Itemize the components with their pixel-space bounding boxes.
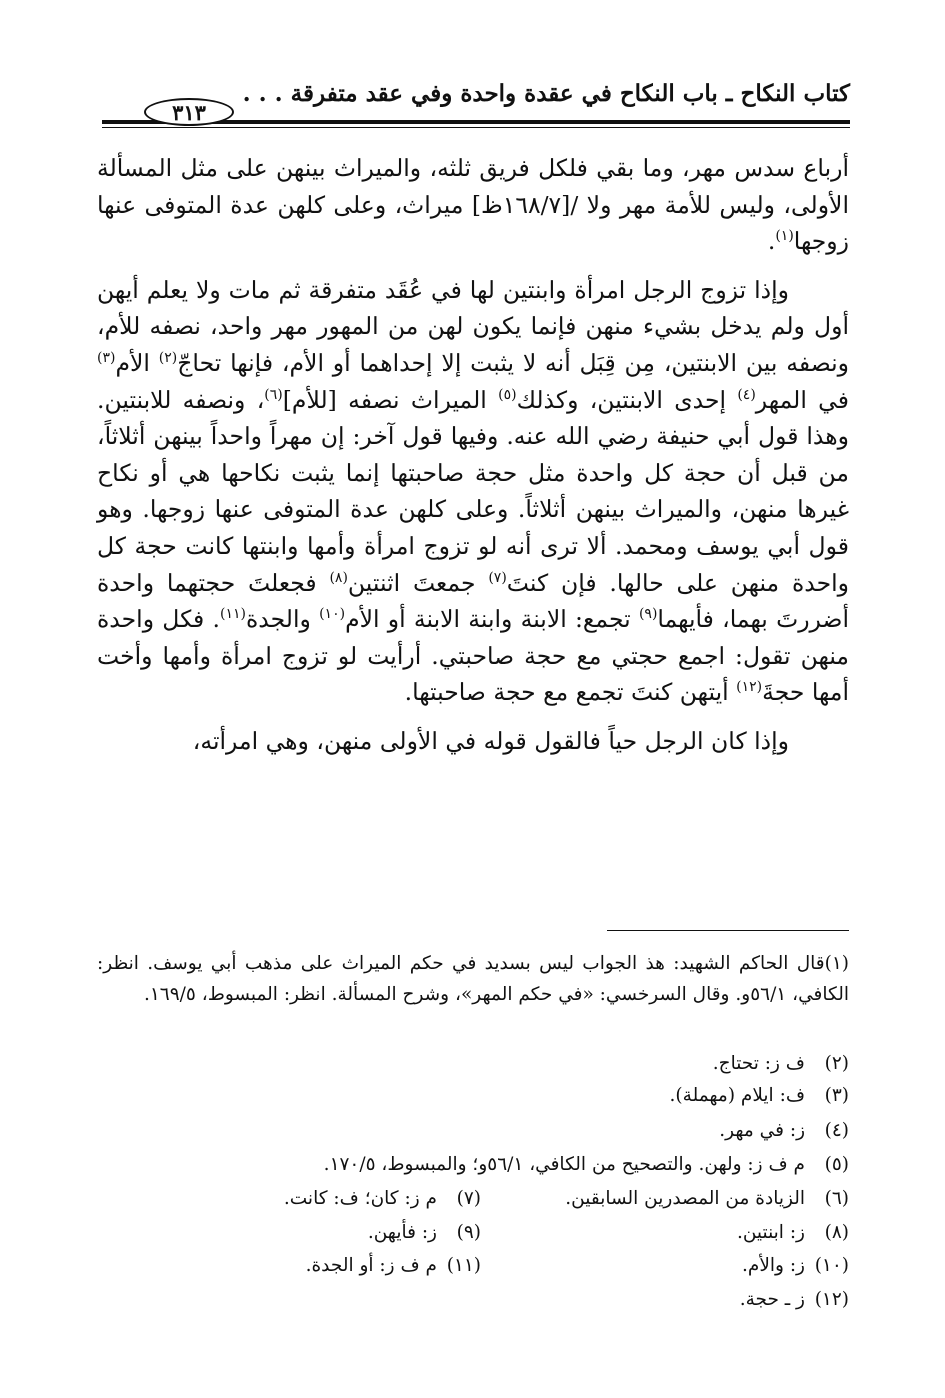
- footnote-text: ف: ايلام (مهملة).: [669, 1085, 805, 1106]
- footnote-ref-8[interactable]: (٨): [329, 569, 348, 586]
- footnote-text: ز: فأيهن.: [367, 1222, 437, 1243]
- footnote-11: [306, 1250, 481, 1281]
- footnote-text: ز: في مهر.: [719, 1120, 805, 1141]
- paragraph-3: وإذا كان الرجل حياً فالقول قوله في الأولى منهن، وهي امرأته،: [192, 726, 789, 755]
- footnote-ref-4[interactable]: (٤): [737, 386, 756, 403]
- text-run: فجعلتَ حجتهما واحدة أضررتَ بهما، فأيهما: [97, 568, 849, 634]
- footnote-3: [670, 1080, 849, 1111]
- footnote-number: (١٠): [814, 1255, 849, 1276]
- footnote-8: [737, 1217, 849, 1248]
- text-run: إحدى الابنتين، وكذلك: [516, 385, 738, 414]
- footnote-text: الزيادة من المصدرين السابقين.: [565, 1188, 805, 1209]
- footnote-ref-3[interactable]: (٣): [97, 350, 116, 367]
- text-run: وإذا تزوج الرجل امرأة وابنتين لها في عُقَد متفرقة ثم مات ولا يعلم أيهن أول ولم يدخل بشيء منهن فإنما يكون لهن من المهور مهر واحد، نصفه للأم، ونصفه بين الابنتين، مِن قِبَل أنه لا يثبت إلا إحداهما أو الأم، فإنها تحاجّ: [97, 275, 849, 377]
- text-run: والجدة: [245, 605, 320, 634]
- footnote-ref-12[interactable]: (١٢): [736, 679, 763, 696]
- footnote-number: (٤): [824, 1120, 849, 1141]
- text-run: ، ونصفه للابنتين. وهذا قول أبي حنيفة رضي الله عنه. وفيها قول آخر: إن مهراً واحداً بينهن أثلاثاً، من قبل أن حجة كل واحدة مثل حجة صاحبتها إنما يثبت نكاحها هي أو نكاح غيرها منهن، والميراث بينهن أثلاثاً. وعلى كلهن عدة المتوفى عنها زوجها. وهو قول أبي يوسف ومحمد. ألا ترى أنه لو تزوج امرأة وأمها وابنتها كانت حجة كل واحدة منهن على حالها. فإن كنتَ: [97, 385, 849, 597]
- text-run: أرباع سدس مهر، وما بقي فلكل فريق ثلثه، والميراث بينهن على مثل المسألة الأولى، وليس للأمة مهر ولا /[١٦٨/٧ظ] ميراث، وعلى كلهن عدة المتوفى عنها زوجها: [97, 154, 849, 256]
- footnote-ref-5[interactable]: (٥): [498, 386, 517, 403]
- paragraph-1: [97, 150, 849, 260]
- footnote-text: م ف ز: ولهن. والتصحيح من الكافي، ٥٦/١و؛ والمبسوط، ١٧٠/٥.: [323, 1154, 805, 1175]
- footnote-number: (٥): [824, 1154, 849, 1175]
- footnote-separator: [607, 930, 849, 931]
- footnote-number: (٩): [456, 1222, 481, 1243]
- text-run: .: [767, 227, 776, 256]
- footnote-9: [368, 1217, 481, 1248]
- footnote-10: [742, 1250, 849, 1281]
- main-text: [97, 150, 849, 760]
- footnote-2: [713, 1048, 849, 1079]
- footnote-ref-6[interactable]: (٦): [264, 386, 283, 403]
- footnote-ref-11[interactable]: (١١): [220, 606, 246, 623]
- text-run: في المهر: [755, 385, 849, 414]
- footnote-ref-2[interactable]: (٢): [158, 350, 178, 367]
- footnote-ref-10[interactable]: (١٠): [319, 606, 346, 623]
- footnote-7: [284, 1183, 481, 1214]
- footnote-text: م ز: كان؛ ف: كانت.: [283, 1188, 437, 1209]
- footnote-number: (٦): [824, 1188, 849, 1209]
- footnote-number: (٣): [824, 1085, 849, 1106]
- footnote-ref-1[interactable]: (١): [775, 228, 794, 245]
- footnote-1: [97, 948, 849, 1010]
- footnote-number: (٧): [456, 1188, 481, 1209]
- footnote-text: ز: والأم.: [741, 1255, 805, 1276]
- text-run: جمعتَ اثنتين: [347, 568, 489, 597]
- footnote-ref-7[interactable]: (٧): [488, 569, 507, 586]
- page-number: ٣١٣: [144, 98, 234, 126]
- header-rule-thin: [102, 127, 850, 128]
- footnote-number: (٨): [824, 1222, 849, 1243]
- text-run: تجمع: الابنة وابنة الابنة أو الأم: [345, 605, 639, 634]
- text-run: أيتهن كنتَ تجمع مع حجة صاحبتها.: [404, 678, 737, 707]
- footnote-text: م ف ز: أو الجدة.: [305, 1255, 437, 1276]
- footnote-number: (١١): [446, 1255, 481, 1276]
- footnote-text: ز ـ حجة.: [739, 1289, 805, 1310]
- text-run: الأم: [115, 348, 159, 377]
- page-header: [102, 78, 850, 130]
- footnote-text: ز: ابنتين.: [736, 1222, 805, 1243]
- text-run: . فكل واحدة منهن تقول: اجمع حجتي مع حجة صاحبتي. أرأيت لو تزوج امرأة وأمها وأخت أمها حجةَ: [97, 605, 849, 707]
- footnote-4: [719, 1115, 849, 1146]
- footnote-5: [324, 1149, 849, 1180]
- footnote-number: (١): [824, 953, 849, 974]
- footnote-6: [565, 1183, 849, 1214]
- footnote-text: ف ز: تحتاج.: [712, 1053, 805, 1074]
- footnote-number: (١٢): [814, 1289, 849, 1310]
- footnote-text: قال الحاكم الشهيد: هذ الجواب ليس بسديد في حكم الميراث على مذهب أبي يوسف. انظر: الكافي، ٥٦/١و. وقال السرخسي: «في حكم المهر»، وشرح المسألة. انظر: المبسوط، ١٦٩/٥.: [97, 953, 849, 1005]
- footnote-12: [740, 1284, 849, 1315]
- running-head: كتاب النكاح ـ باب النكاح في عقدة واحدة وفي عقد متفرقة . . .: [242, 80, 850, 107]
- paragraph-2: [97, 272, 849, 711]
- text-run: الميراث نصفه [للأم]: [282, 385, 499, 414]
- footnote-ref-9[interactable]: (٩): [638, 606, 658, 623]
- footnote-number: (٢): [824, 1053, 849, 1074]
